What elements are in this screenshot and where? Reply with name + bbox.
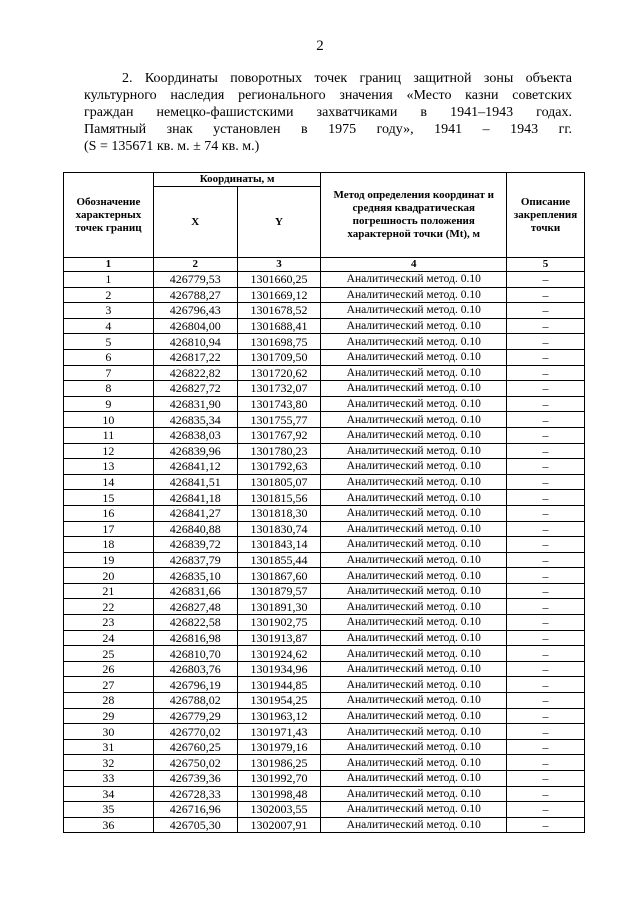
table-row [64, 599, 585, 615]
cell-y: 1302003,55 [237, 802, 321, 818]
cell-y: 1301979,16 [237, 739, 321, 755]
cell-x: 426750,02 [153, 755, 237, 771]
cell-point-number: 22 [64, 599, 154, 615]
cell-point-number: 36 [64, 817, 154, 833]
cell-x: 426841,18 [153, 490, 237, 506]
cell-fixing: – [507, 677, 585, 693]
cell-method: Аналитический метод. 0.10 [321, 537, 507, 553]
heading-line: 2. Координаты поворотных точек границ защитной зоны объекта [122, 71, 572, 86]
cell-point-number: 5 [64, 334, 154, 350]
cell-y: 1301792,63 [237, 459, 321, 475]
cell-point-number: 32 [64, 755, 154, 771]
cell-y: 1301855,44 [237, 552, 321, 568]
cell-x: 426822,82 [153, 365, 237, 381]
table-row [64, 693, 585, 709]
cell-y: 1301755,77 [237, 412, 321, 428]
cell-method: Аналитический метод. 0.10 [321, 786, 507, 802]
cell-y: 1301830,74 [237, 521, 321, 537]
cell-fixing: – [507, 615, 585, 631]
table-row [64, 708, 585, 724]
table-row [64, 817, 585, 833]
cell-point-number: 9 [64, 396, 154, 412]
table-row [64, 272, 585, 288]
heading-line: культурного наследия регионального значения «Место казни советских [84, 88, 572, 103]
cell-y: 1301818,30 [237, 505, 321, 521]
table-row [64, 396, 585, 412]
cell-fixing: – [507, 646, 585, 662]
cell-x: 426822,58 [153, 615, 237, 631]
cell-method: Аналитический метод. 0.10 [321, 381, 507, 397]
cell-fixing: – [507, 786, 585, 802]
cell-method: Аналитический метод. 0.10 [321, 427, 507, 443]
table-row [64, 303, 585, 319]
table-row [64, 365, 585, 381]
cell-fixing: – [507, 490, 585, 506]
cell-fixing: – [507, 505, 585, 521]
table-row [64, 786, 585, 802]
cell-x: 426827,72 [153, 381, 237, 397]
table-row [64, 474, 585, 490]
cell-x: 426827,48 [153, 599, 237, 615]
cell-x: 426739,36 [153, 771, 237, 787]
header-x: X [153, 187, 237, 258]
cell-method: Аналитический метод. 0.10 [321, 755, 507, 771]
cell-x: 426705,30 [153, 817, 237, 833]
table-row [64, 459, 585, 475]
cell-point-number: 33 [64, 771, 154, 787]
cell-method: Аналитический метод. 0.10 [321, 693, 507, 709]
cell-fixing: – [507, 381, 585, 397]
column-number: 2 [153, 258, 237, 272]
cell-method: Аналитический метод. 0.10 [321, 568, 507, 584]
cell-x: 426831,66 [153, 583, 237, 599]
cell-fixing: – [507, 661, 585, 677]
cell-method: Аналитический метод. 0.10 [321, 677, 507, 693]
header-coords: Координаты, м [153, 173, 321, 187]
cell-fixing: – [507, 552, 585, 568]
cell-fixing: – [507, 334, 585, 350]
cell-method: Аналитический метод. 0.10 [321, 459, 507, 475]
table-row [64, 552, 585, 568]
cell-y: 1301698,75 [237, 334, 321, 350]
cell-x: 426839,72 [153, 537, 237, 553]
cell-y: 1301998,48 [237, 786, 321, 802]
cell-fixing: – [507, 365, 585, 381]
header-fixing: Описание закрепления точки [507, 173, 585, 258]
cell-point-number: 28 [64, 693, 154, 709]
cell-method: Аналитический метод. 0.10 [321, 521, 507, 537]
cell-method: Аналитический метод. 0.10 [321, 739, 507, 755]
cell-x: 426835,10 [153, 568, 237, 584]
cell-fixing: – [507, 474, 585, 490]
cell-fixing: – [507, 412, 585, 428]
cell-point-number: 27 [64, 677, 154, 693]
cell-method: Аналитический метод. 0.10 [321, 443, 507, 459]
cell-point-number: 13 [64, 459, 154, 475]
cell-point-number: 26 [64, 661, 154, 677]
cell-point-number: 4 [64, 318, 154, 334]
cell-x: 426803,76 [153, 661, 237, 677]
cell-method: Аналитический метод. 0.10 [321, 771, 507, 787]
table-body [64, 272, 585, 833]
header-method: Метод определения координат и средняя квадратическая погрешность положения характерной точки (Mt), м [321, 173, 507, 258]
cell-x: 426760,25 [153, 739, 237, 755]
cell-fixing: – [507, 568, 585, 584]
cell-point-number: 16 [64, 505, 154, 521]
cell-fixing: – [507, 443, 585, 459]
cell-y: 1301660,25 [237, 272, 321, 288]
cell-point-number: 7 [64, 365, 154, 381]
table-row [64, 349, 585, 365]
cell-method: Аналитический метод. 0.10 [321, 724, 507, 740]
cell-method: Аналитический метод. 0.10 [321, 661, 507, 677]
cell-x: 426839,96 [153, 443, 237, 459]
cell-fixing: – [507, 521, 585, 537]
cell-method: Аналитический метод. 0.10 [321, 318, 507, 334]
cell-x: 426841,27 [153, 505, 237, 521]
header-point: Обозначение характерных точек границ [64, 173, 154, 258]
table-row [64, 630, 585, 646]
cell-y: 1301992,70 [237, 771, 321, 787]
cell-fixing: – [507, 459, 585, 475]
page-number: 2 [316, 38, 324, 54]
cell-method: Аналитический метод. 0.10 [321, 599, 507, 615]
cell-fixing: – [507, 583, 585, 599]
cell-method: Аналитический метод. 0.10 [321, 646, 507, 662]
cell-method: Аналитический метод. 0.10 [321, 708, 507, 724]
cell-fixing: – [507, 537, 585, 553]
cell-y: 1301815,56 [237, 490, 321, 506]
cell-fixing: – [507, 396, 585, 412]
section-heading [84, 70, 572, 155]
table-row [64, 427, 585, 443]
column-number: 3 [237, 258, 321, 272]
cell-x: 426816,98 [153, 630, 237, 646]
cell-y: 1301924,62 [237, 646, 321, 662]
cell-point-number: 29 [64, 708, 154, 724]
cell-y: 1301902,75 [237, 615, 321, 631]
cell-point-number: 30 [64, 724, 154, 740]
cell-fixing: – [507, 755, 585, 771]
cell-point-number: 2 [64, 287, 154, 303]
heading-line: граждан немецко-фашистскими захватчиками в 1941–1943 годах. [84, 105, 572, 120]
table-row [64, 755, 585, 771]
cell-fixing: – [507, 630, 585, 646]
cell-fixing: – [507, 693, 585, 709]
cell-x: 426788,27 [153, 287, 237, 303]
cell-fixing: – [507, 272, 585, 288]
cell-y: 1301971,43 [237, 724, 321, 740]
cell-point-number: 1 [64, 272, 154, 288]
column-number: 4 [321, 258, 507, 272]
table-row [64, 318, 585, 334]
cell-method: Аналитический метод. 0.10 [321, 272, 507, 288]
cell-fixing: – [507, 724, 585, 740]
table-row [64, 521, 585, 537]
cell-point-number: 17 [64, 521, 154, 537]
cell-point-number: 25 [64, 646, 154, 662]
cell-x: 426837,79 [153, 552, 237, 568]
cell-point-number: 14 [64, 474, 154, 490]
cell-point-number: 34 [64, 786, 154, 802]
cell-y: 1301720,62 [237, 365, 321, 381]
table-row [64, 802, 585, 818]
table-row [64, 287, 585, 303]
cell-x: 426838,03 [153, 427, 237, 443]
table-row [64, 412, 585, 428]
table-row [64, 771, 585, 787]
cell-method: Аналитический метод. 0.10 [321, 334, 507, 350]
cell-y: 1301732,07 [237, 381, 321, 397]
cell-point-number: 10 [64, 412, 154, 428]
table-row [64, 334, 585, 350]
cell-x: 426779,29 [153, 708, 237, 724]
cell-fixing: – [507, 739, 585, 755]
cell-x: 426841,51 [153, 474, 237, 490]
cell-x: 426831,90 [153, 396, 237, 412]
cell-x: 426810,70 [153, 646, 237, 662]
cell-x: 426796,43 [153, 303, 237, 319]
cell-x: 426788,02 [153, 693, 237, 709]
heading-line: Памятный знак установлен в 1975 году», 1941 – 1943 гг. [84, 122, 572, 137]
cell-method: Аналитический метод. 0.10 [321, 474, 507, 490]
cell-y: 1301879,57 [237, 583, 321, 599]
table-row [64, 381, 585, 397]
cell-fixing: – [507, 817, 585, 833]
header-y: Y [237, 187, 321, 258]
cell-y: 1301913,87 [237, 630, 321, 646]
cell-point-number: 19 [64, 552, 154, 568]
cell-point-number: 23 [64, 615, 154, 631]
cell-x: 426840,88 [153, 521, 237, 537]
cell-y: 1301743,80 [237, 396, 321, 412]
table-row [64, 537, 585, 553]
cell-point-number: 24 [64, 630, 154, 646]
cell-point-number: 31 [64, 739, 154, 755]
cell-y: 1301669,12 [237, 287, 321, 303]
cell-point-number: 11 [64, 427, 154, 443]
table-row [64, 739, 585, 755]
column-number: 5 [507, 258, 585, 272]
cell-method: Аналитический метод. 0.10 [321, 303, 507, 319]
cell-fixing: – [507, 318, 585, 334]
cell-y: 1301678,52 [237, 303, 321, 319]
cell-point-number: 15 [64, 490, 154, 506]
cell-y: 1301805,07 [237, 474, 321, 490]
cell-point-number: 6 [64, 349, 154, 365]
cell-method: Аналитический метод. 0.10 [321, 287, 507, 303]
cell-point-number: 8 [64, 381, 154, 397]
table-row [64, 615, 585, 631]
cell-y: 1301944,85 [237, 677, 321, 693]
cell-method: Аналитический метод. 0.10 [321, 412, 507, 428]
column-number: 1 [64, 258, 154, 272]
cell-fixing: – [507, 349, 585, 365]
cell-method: Аналитический метод. 0.10 [321, 396, 507, 412]
cell-method: Аналитический метод. 0.10 [321, 615, 507, 631]
cell-y: 1301709,50 [237, 349, 321, 365]
cell-y: 1301934,96 [237, 661, 321, 677]
cell-method: Аналитический метод. 0.10 [321, 583, 507, 599]
cell-fixing: – [507, 771, 585, 787]
cell-method: Аналитический метод. 0.10 [321, 802, 507, 818]
cell-x: 426728,33 [153, 786, 237, 802]
cell-x: 426841,12 [153, 459, 237, 475]
coordinates-table [63, 172, 585, 833]
cell-y: 1302007,91 [237, 817, 321, 833]
table-row [64, 661, 585, 677]
cell-x: 426716,96 [153, 802, 237, 818]
table-row [64, 677, 585, 693]
cell-x: 426804,00 [153, 318, 237, 334]
cell-x: 426810,94 [153, 334, 237, 350]
table-row [64, 505, 585, 521]
cell-y: 1301688,41 [237, 318, 321, 334]
cell-method: Аналитический метод. 0.10 [321, 630, 507, 646]
cell-y: 1301867,60 [237, 568, 321, 584]
cell-y: 1301780,23 [237, 443, 321, 459]
cell-method: Аналитический метод. 0.10 [321, 490, 507, 506]
cell-y: 1301954,25 [237, 693, 321, 709]
cell-method: Аналитический метод. 0.10 [321, 505, 507, 521]
cell-point-number: 35 [64, 802, 154, 818]
cell-fixing: – [507, 802, 585, 818]
cell-method: Аналитический метод. 0.10 [321, 349, 507, 365]
cell-y: 1301843,14 [237, 537, 321, 553]
table-row [64, 490, 585, 506]
cell-fixing: – [507, 599, 585, 615]
cell-y: 1301767,92 [237, 427, 321, 443]
cell-point-number: 21 [64, 583, 154, 599]
table-row [64, 443, 585, 459]
table-row [64, 646, 585, 662]
cell-point-number: 12 [64, 443, 154, 459]
cell-fixing: – [507, 287, 585, 303]
cell-x: 426835,34 [153, 412, 237, 428]
cell-fixing: – [507, 708, 585, 724]
table-row [64, 583, 585, 599]
cell-point-number: 20 [64, 568, 154, 584]
cell-y: 1301963,12 [237, 708, 321, 724]
cell-fixing: – [507, 303, 585, 319]
cell-x: 426770,02 [153, 724, 237, 740]
cell-y: 1301891,30 [237, 599, 321, 615]
cell-method: Аналитический метод. 0.10 [321, 365, 507, 381]
heading-line: (S = 135671 кв. м. ± 74 кв. м.) [84, 139, 260, 154]
table-row [64, 568, 585, 584]
cell-point-number: 3 [64, 303, 154, 319]
table-row [64, 724, 585, 740]
cell-fixing: – [507, 427, 585, 443]
cell-x: 426817,22 [153, 349, 237, 365]
cell-method: Аналитический метод. 0.10 [321, 552, 507, 568]
cell-point-number: 18 [64, 537, 154, 553]
cell-y: 1301986,25 [237, 755, 321, 771]
cell-method: Аналитический метод. 0.10 [321, 817, 507, 833]
cell-x: 426779,53 [153, 272, 237, 288]
cell-x: 426796,19 [153, 677, 237, 693]
